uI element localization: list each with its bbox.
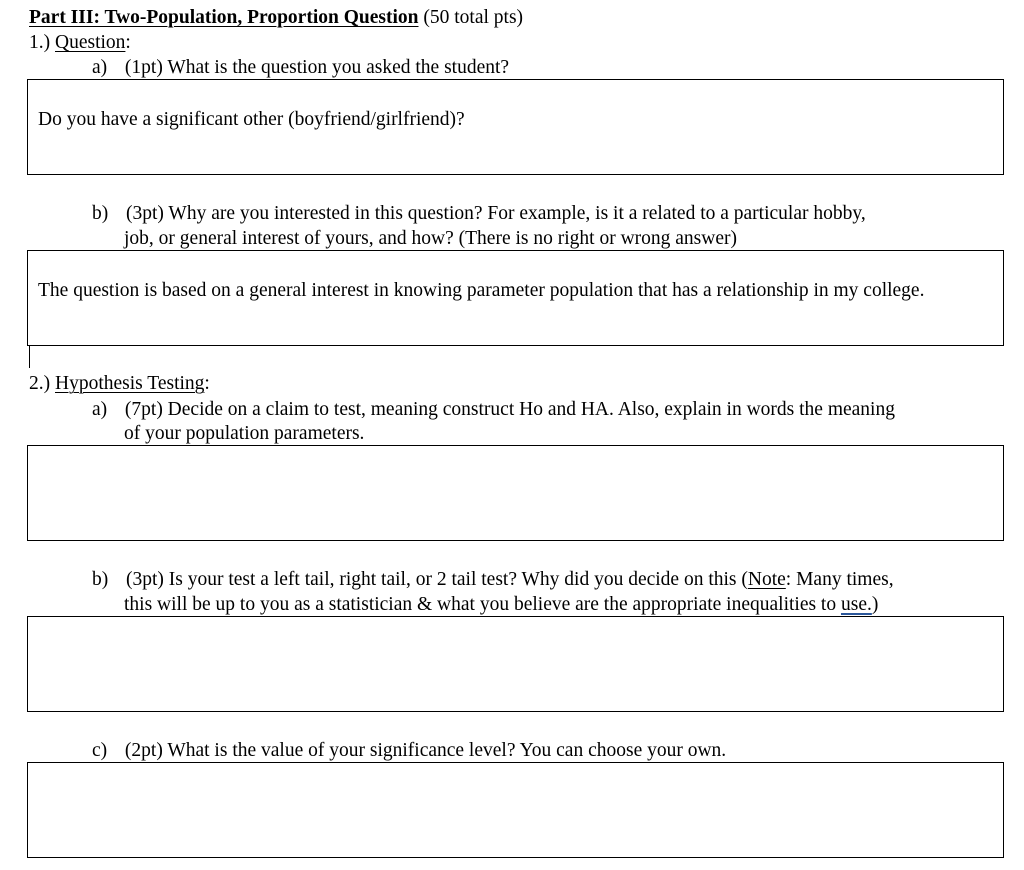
question-2a-line1 bbox=[92, 400, 895, 420]
question-1b-underline bbox=[124, 250, 829, 251]
section2-title: Hypothesis Testing bbox=[55, 373, 205, 394]
question-2a-line2 bbox=[124, 424, 364, 444]
question-1a-text: (1pt) What is the question you asked the student? bbox=[124, 57, 510, 78]
section1-title: Question bbox=[55, 32, 126, 53]
question-2a-underline bbox=[124, 445, 404, 446]
question-2b-flagged-word: use. bbox=[840, 594, 872, 615]
answer-1b-text: The question is based on a general interest in knowing parameter population that has a relationship in my college. bbox=[38, 280, 925, 301]
section2-colon: : bbox=[204, 373, 210, 394]
question-2b-label: b) bbox=[92, 569, 109, 590]
question-2a-label: a) bbox=[92, 399, 108, 420]
answer-box-2a[interactable] bbox=[27, 445, 1004, 541]
question-1b-line2 bbox=[124, 229, 737, 249]
part-header bbox=[29, 8, 523, 28]
question-2b-underline bbox=[124, 616, 990, 617]
answer-1a-text: Do you have a significant other (boyfriend/girlfriend)? bbox=[38, 109, 465, 130]
section1-heading bbox=[29, 33, 131, 53]
section2-number: 2.) bbox=[29, 373, 51, 394]
question-1b-line1 bbox=[92, 204, 866, 224]
answer-box-1a[interactable] bbox=[27, 79, 1004, 175]
part-title: Part III: Two-Population, Proportion Question bbox=[29, 7, 419, 28]
question-2b-text-2-end: ) bbox=[871, 594, 879, 615]
question-1b-text-2: job, or general interest of yours, and how? (There is no right or wrong answer) bbox=[124, 228, 737, 249]
section1-colon: : bbox=[125, 32, 131, 53]
question-2c-text: (2pt) What is the value of your significance level? You can choose your own. bbox=[124, 740, 727, 761]
answer-box-2c[interactable] bbox=[27, 762, 1004, 858]
question-2b-text-1a: (3pt) Is your test a left tail, right tail, or 2 tail test? Why did you decide on this ( bbox=[126, 569, 748, 590]
question-2b-text-1b: : Many times, bbox=[785, 569, 894, 590]
question-1a bbox=[92, 58, 509, 78]
question-1a-label: a) bbox=[92, 57, 108, 78]
text-cursor bbox=[29, 346, 30, 368]
question-2c bbox=[92, 741, 726, 761]
question-1b-label: b) bbox=[92, 203, 109, 224]
question-2a-text-1: (7pt) Decide on a claim to test, meaning construct Ho and HA. Also, explain in words the meaning bbox=[124, 399, 895, 420]
section1-number: 1.) bbox=[29, 32, 51, 53]
question-2b-text-2: this will be up to you as a statistician & what you believe are the appropriate inequalities to bbox=[124, 594, 841, 615]
question-2b-note: Note bbox=[747, 569, 786, 590]
part-points: (50 total pts) bbox=[423, 7, 524, 28]
answer-box-2b[interactable] bbox=[27, 616, 1004, 712]
question-2a-text-2: of your population parameters. bbox=[124, 423, 365, 444]
question-2c-label: c) bbox=[92, 740, 108, 761]
question-2b-line1 bbox=[92, 570, 894, 590]
section2-heading bbox=[29, 374, 210, 394]
question-1b-text-1: (3pt) Why are you interested in this question? For example, is it a related to a particular hobby, bbox=[126, 203, 866, 224]
question-2b-line2 bbox=[124, 595, 878, 615]
answer-box-1b[interactable] bbox=[27, 250, 1004, 346]
